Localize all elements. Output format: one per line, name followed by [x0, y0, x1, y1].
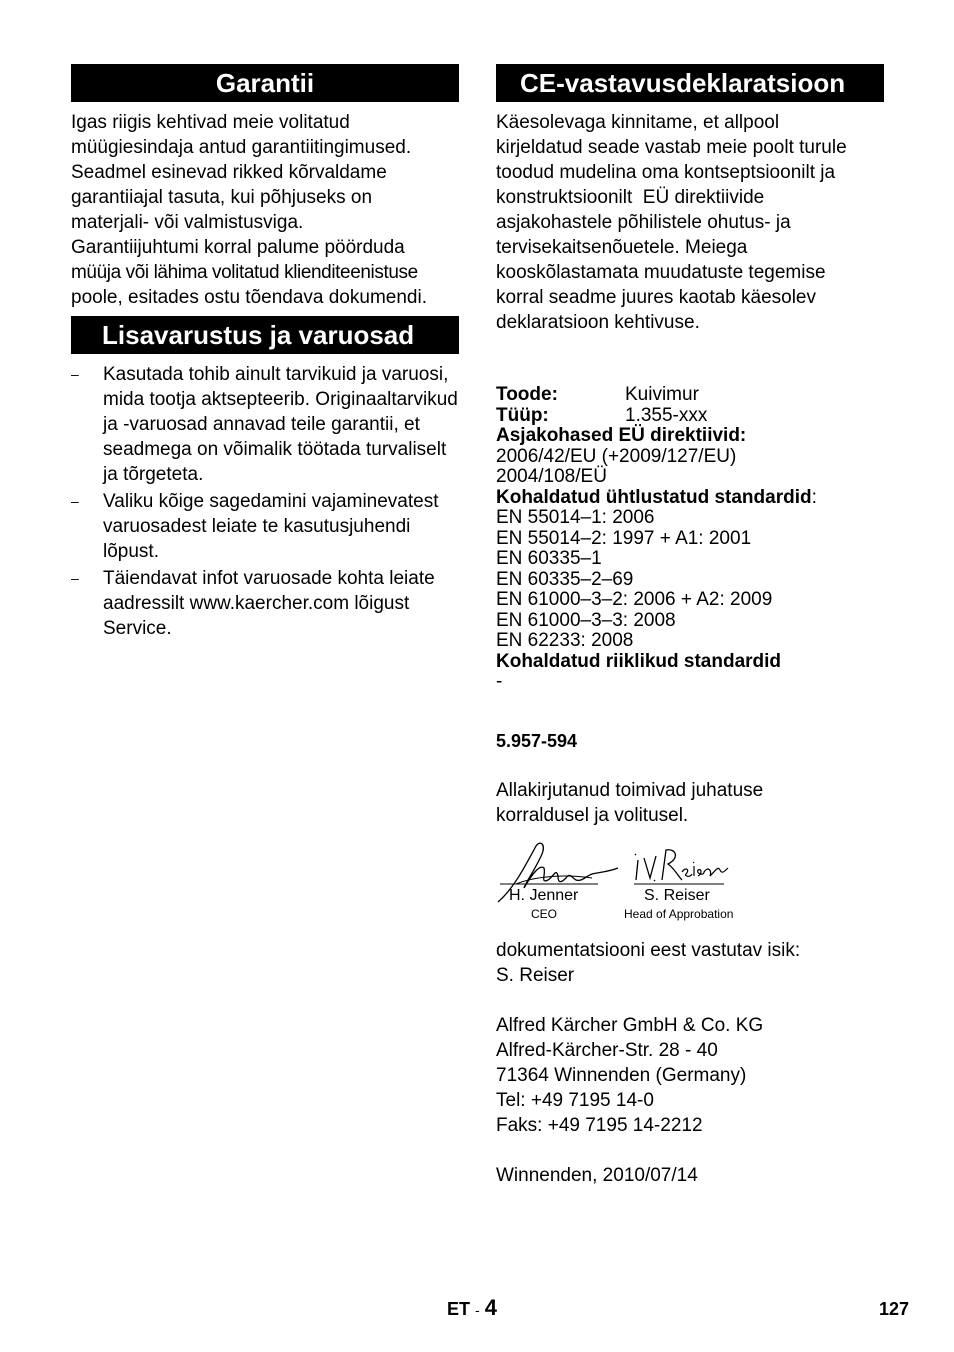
spec-row-type [496, 406, 817, 427]
standard-item: EN 55014–1: 2006 [496, 507, 655, 528]
doc-number: 5.957-594 [496, 731, 578, 751]
signed-line: korraldusel ja volitusel. [496, 805, 689, 826]
ce-line: Käesolevaga kinnitame, et allpool [496, 112, 780, 133]
bullet-dash: – [71, 570, 79, 586]
responsible-line: dokumentatsiooni eest vastutav isik: [496, 940, 801, 961]
signed-statement [496, 778, 763, 828]
footer-lang-page [447, 1295, 497, 1323]
ce-line: asjakohastele põhilistele ohutus- ja [496, 212, 791, 233]
standard-item: EN 61000–3–2: 2006 + A2: 2009 [496, 589, 773, 610]
address-line: Alfred Kärcher GmbH & Co. KG [496, 1015, 764, 1036]
ce-title: CE-vastavusdeklaratsioon [520, 68, 846, 98]
garantii-line: Garantiijuhtumi korral palume pöörduda [71, 237, 405, 258]
signature-name: H. Jenner [509, 887, 579, 904]
lisavarustus-heading [71, 316, 459, 354]
place-date: Winnenden, 2010/07/14 [496, 1165, 698, 1186]
address-line: 71364 Winnenden (Germany) [496, 1065, 747, 1086]
footer-sep: - [475, 1302, 480, 1318]
list-item-text: Kasutada tohib ainult tarvikuid ja varuosi, mida tootja aktsepteerib. Originaaltarvikud ja -varuosad annavad teile garantii, et seadmega on võimalik töötada turvaliselt ja tõrgeteta. [103, 364, 458, 485]
garantii-line: poole, esitades ostu tõendava dokumendi. [71, 287, 427, 308]
ce-body [496, 110, 896, 335]
national-label-text: Kohaldatud riiklikud standardid [496, 650, 782, 672]
product-label: Toode: [496, 384, 558, 405]
list-item [71, 566, 461, 641]
ce-line: kirjeldatud seade vastab meie poolt turule [496, 137, 847, 158]
product-spec [496, 385, 817, 693]
garantii-line: müüja või lähima volitatud klienditeenistuse [71, 262, 418, 283]
garantii-line: garantiiajal tasuta, kui põhjuseks on [71, 187, 373, 208]
national-value: - [496, 671, 503, 692]
garantii-heading [71, 64, 459, 102]
standard-item: EN 60335–2–69 [496, 568, 634, 590]
directive-item: 2006/42/EU (+2009/127/EU) [496, 445, 737, 467]
standard-item: EN 62233: 2008 [496, 630, 634, 651]
harmonised-label [496, 488, 817, 509]
ce-line: kooskõlastamata muudatuste tegemise [496, 262, 826, 283]
garantii-line: materjali- või valmistusviga. [71, 212, 304, 233]
address-line: Alfred-Kärcher-Str. 28 - 40 [496, 1040, 718, 1061]
standard-item: EN 60335–1 [496, 548, 602, 569]
type-label: Tüüp: [496, 404, 549, 426]
standard-item: EN 61000–3–3: 2008 [496, 609, 676, 631]
responsible-line: S. Reiser [496, 965, 575, 986]
signature-title: CEO [531, 907, 558, 921]
directives-label [496, 426, 817, 447]
ce-line: korral seadme juures kaotab käesolev [496, 287, 817, 308]
garantii-body [71, 110, 461, 310]
company-address [496, 1013, 763, 1138]
directives-label-text: Asjakohased EÜ direktiivid: [496, 425, 747, 446]
address-line: Tel: +49 7195 14-0 [496, 1090, 654, 1111]
lisavarustus-list [71, 362, 461, 643]
garantii-line: Seadmel esinevad rikked kõrvaldame [71, 162, 387, 183]
garantii-line: müügiesindaja antud garantiitingimused. [71, 137, 412, 158]
signature-name: S. Reiser [644, 887, 710, 904]
footer-lang: ET [447, 1299, 471, 1319]
ce-heading [496, 64, 884, 102]
harmonised-label-text: Kohaldatud ühtlustatud standardid [496, 486, 812, 508]
type-value: 1.355-xxx [625, 404, 708, 426]
garantii-title: Garantii [215, 68, 315, 98]
address-line: Faks: +49 7195 14-2212 [496, 1115, 703, 1136]
bullet-dash: – [71, 493, 79, 509]
product-value: Kuivimur [625, 384, 699, 405]
standard-item: EN 55014–2: 1997 + A1: 2001 [496, 527, 752, 549]
signature-reiser-image [632, 846, 732, 886]
garantii-line: Igas riigis kehtivad meie volitatud [71, 112, 350, 133]
signed-line: Allakirjutanud toimivad juhatuse [496, 780, 764, 801]
responsible-person [496, 938, 800, 988]
directive-item: 2004/108/EÜ [496, 466, 607, 487]
national-label [496, 652, 817, 673]
ce-line: konstruktsioonilt EÜ direktiivide [496, 187, 765, 208]
ce-line: deklaratsioon kehtivuse. [496, 312, 700, 333]
harmonised-colon: : [811, 486, 817, 508]
lisavarustus-title: Lisavarustus ja varuosad [102, 320, 415, 350]
list-item-text: Valiku kõige sagedamini vajaminevatest varuosadest leiate te kasutusjuhendi lõpust. [103, 491, 439, 562]
ce-line: toodud mudelina oma kontseptsioonilt ja [496, 162, 836, 183]
page-number: 127 [879, 1299, 910, 1319]
bullet-dash: – [71, 366, 79, 382]
signature-title: Head of Approbation [624, 907, 734, 921]
list-item [71, 362, 461, 487]
spec-row-product [496, 385, 817, 406]
footer-lang-page-number: 4 [484, 1295, 497, 1320]
list-item-text: Täiendavat infot varuosade kohta leiate aadressilt www.kaercher.com lõigust Service. [103, 568, 435, 639]
list-item [71, 489, 461, 564]
ce-line: tervisekaitsenõuetele. Meiega [496, 237, 748, 258]
